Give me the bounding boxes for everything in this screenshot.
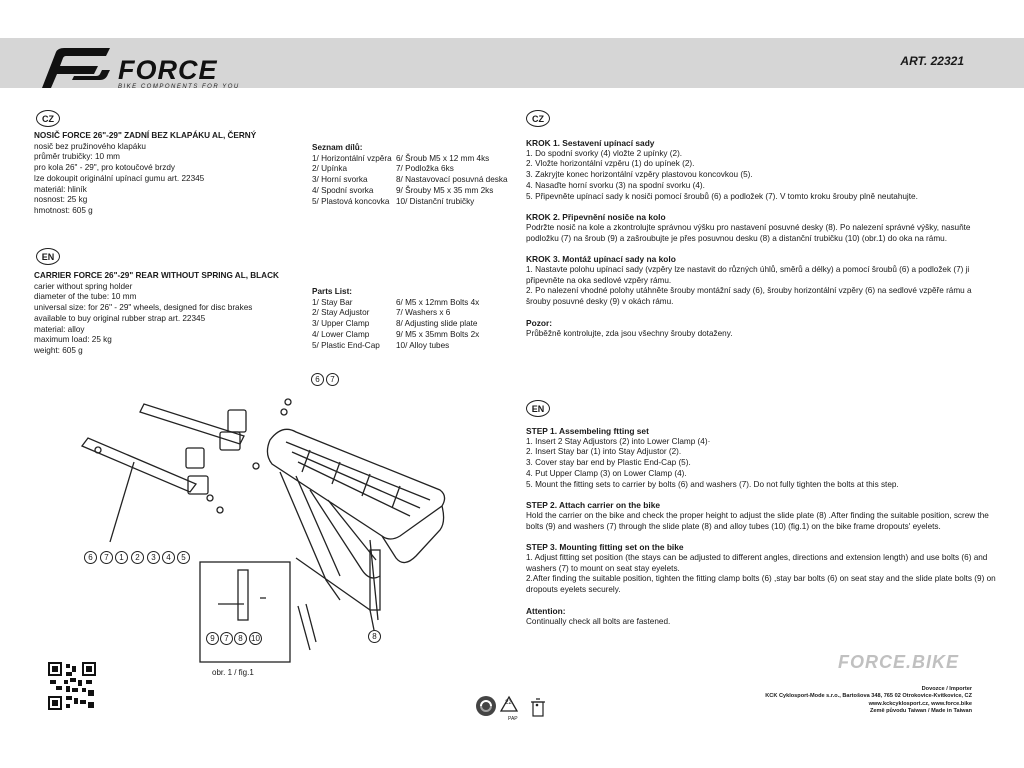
cz-part: 1/ Horizontální vzpěra xyxy=(312,153,392,163)
recycle-code: 22 xyxy=(505,700,512,706)
cz-part: 9/ Šrouby M5 x 35 mm 2ks xyxy=(396,185,494,195)
cz-parts-list-2 xyxy=(396,154,508,208)
cz-part: 7/ Podložka 6ks xyxy=(396,164,454,174)
callout-9-inset: 9 xyxy=(206,632,219,645)
callout-7-inset: 7 xyxy=(220,632,233,645)
en-attention-text: Continually check all bolts are fastened. xyxy=(526,616,671,626)
cz-step3-title: KROK 3. Montáž upínací sady na kolo xyxy=(526,254,676,265)
callout-8-inset: 8 xyxy=(234,632,247,645)
callout-6-top: 6 xyxy=(311,373,324,386)
rack-rail xyxy=(292,452,420,508)
en-parts-list xyxy=(312,287,380,351)
cz-part: 5/ Plastová koncovka xyxy=(312,196,390,206)
cz-parts-list xyxy=(312,143,392,207)
cz-part: 2/ Upínka xyxy=(312,164,348,174)
callout-7-top: 7 xyxy=(326,373,339,386)
cz-line: lze dokoupit originální upínací gumu art. 22345 xyxy=(34,173,205,183)
en-parts-list-2 xyxy=(396,298,479,352)
importer-line: www.kckcyklosport.cz, www.force.bike xyxy=(868,700,972,707)
slide-plate-left xyxy=(298,604,316,650)
en-line: weight: 605 g xyxy=(34,345,83,355)
stay-bar-lower xyxy=(82,438,196,492)
en-line: carier without spring holder xyxy=(34,281,133,291)
cz-step1-line: 1. Do spodní svorky (4) vložte 2 upínky (2). xyxy=(526,148,683,158)
cz-step3-line: 2. Po nalezení vhodné polohy utáhněte šrouby montážní sady (6), šrouby horizontální vzpěry (6) na sedlové vzpěře rámu a šrouby posuvné desky (9) v okách rámu. xyxy=(526,286,972,307)
en-step2-text: Hold the carrier on the bike and check the proper height to adjust the slide plate (8) .After finding the suitable position, screw the bolts (9) and washers (7) through the slide plate (8) and alloy tubes (10) (fig.1) on the bike frame dropouts' eyelets. xyxy=(526,510,989,531)
cz-part: 3/ Horní svorka xyxy=(312,175,368,185)
rack-leg-lower xyxy=(296,558,374,630)
end-cap xyxy=(207,495,213,501)
cz-badge: CZ xyxy=(36,110,60,127)
cz-parts-title: Seznam dílů: xyxy=(312,143,363,152)
cz-part: 4/ Spodní svorka xyxy=(312,185,374,195)
cz-step2-title: KROK 2. Připevnění nosiče na kolo xyxy=(526,212,666,223)
cz-step1-line: 5. Připevněte upínací sady k nosiči pomocí šroubů (6) a podložek (7). V tomto kroku šrouby plně neutahujte. xyxy=(526,191,918,201)
inset-bolt xyxy=(218,598,266,604)
en-line: diameter of the tube: 10 mm xyxy=(34,292,137,302)
callout-4: 4 xyxy=(162,551,175,564)
detail-inset-box xyxy=(200,562,290,662)
slide-plate-line xyxy=(370,540,378,620)
cz-title: NOSIČ FORCE 26"-29" ZADNÍ BEZ KLAPÁKU AL, ČERNÝ xyxy=(34,131,257,140)
en-step1-line: 3. Cover stay bar end by Plastic End-Cap (5). xyxy=(526,458,691,468)
end-cap xyxy=(253,463,259,469)
en-part: 4/ Lower Clamp xyxy=(312,329,370,339)
cz-attention-title: Pozor: xyxy=(526,317,553,328)
inset-slide-plate xyxy=(238,570,248,620)
force-bike-watermark: FORCE.BIKE xyxy=(838,652,960,672)
en-part: 2/ Stay Adjustor xyxy=(312,308,370,318)
cz-step1-line: 2. Vložte horizontální vzpěru (1) do upínek (2). xyxy=(526,159,695,169)
en-part: 3/ Upper Clamp xyxy=(312,319,370,329)
en-part: 7/ Washers x 6 xyxy=(396,308,451,318)
bolt xyxy=(217,507,223,513)
cz-instructions xyxy=(526,138,996,339)
en-step1-line: 1. Insert 2 Stay Adjustors (2) into Lower Clamp (4)· xyxy=(526,436,711,446)
bolt xyxy=(95,447,101,453)
cz-step1-title: KROK 1. Sestavení upínací sady xyxy=(526,138,655,148)
en-step2-title: STEP 2. Attach carrier on the bike xyxy=(526,500,661,511)
brand-tagline: BIKE COMPONENTS FOR YOU xyxy=(118,84,240,90)
en-part: 10/ Alloy tubes xyxy=(396,340,450,350)
cz-product-block xyxy=(34,131,256,217)
rack-rail xyxy=(298,462,410,516)
cz-step1-line: 4. Nasaďte horní svorku (3) na spodní svorku (4). xyxy=(526,180,705,190)
en-part: 8/ Adjusting slide plate xyxy=(396,319,478,329)
green-dot-icon xyxy=(476,696,496,716)
en-instructions xyxy=(526,426,996,627)
en-parts-title: Parts List: xyxy=(312,287,353,296)
callout-8-right: 8 xyxy=(368,630,381,643)
cz-step1-line: 3. Zakryjte konec horizontální vzpěry plastovou koncovkou (5). xyxy=(526,170,753,180)
en-part: 6/ M5 x 12mm Bolts 4x xyxy=(396,297,480,307)
en-badge-right: EN xyxy=(526,400,550,417)
en-line: maximum load: 25 kg xyxy=(34,335,112,345)
bin-icon xyxy=(531,699,545,716)
en-part: 1/ Stay Bar xyxy=(312,297,353,307)
importer-line: KCK Cyklosport-Mode s.r.o., Bartošova 348, 765 02 Otrokovice-Kvítkovice, CZ xyxy=(765,693,972,700)
en-product-block xyxy=(34,271,279,357)
cz-line: průměr trubičky: 10 mm xyxy=(34,152,120,162)
callout-7: 7 xyxy=(100,551,113,564)
en-line: material: alloy xyxy=(34,324,85,334)
force-logo-icon xyxy=(38,44,114,92)
article-number: ART. 22321 xyxy=(900,54,964,68)
rack-legs xyxy=(280,472,380,600)
figure-caption: obr. 1 / fig.1 xyxy=(212,668,254,677)
en-step1-title: STEP 1. Assembeling ftting set xyxy=(526,426,649,436)
en-title: CARRIER FORCE 26"-29" REAR WITHOUT SPRING AL, BLACK xyxy=(34,271,279,280)
leader-line xyxy=(110,462,134,542)
cz-line: hmotnost: 605 g xyxy=(34,205,93,215)
cz-line: materiál: hliník xyxy=(34,184,87,194)
cz-line: nosič bez pružinového klapáku xyxy=(34,141,146,151)
callout-1: 1 xyxy=(115,551,128,564)
en-step1-line: 4. Put Upper Clamp (3) on Lower Clamp (4). xyxy=(526,468,687,478)
en-attention-title: Attention: xyxy=(526,605,566,616)
en-step3-line: 1. Adjust fitting set position (the stays can be adjusted to different angles, directions and extension length) and use bolts (6) and washers (7) to mount on seat stay eyelets. xyxy=(526,553,988,573)
cz-step3-line: 1. Nastavte polohu upínací sady (vzpěry lze nastavit do různých úhlů, směrů a délky) a pomocí šroubů (6) a podložek (7) ji připevněte na oka sedlové vzpěry rámu. xyxy=(526,265,970,285)
cz-step2-text: Podržte nosič na kole a zkontrolujte správnou výšku pro nastavení posuvné desky (8). Po nalezení správné výšky, nasuňte podložku (7) na šroub (9) a zašroubujte je přes posuvnou desku (8) a distanční trubičku (10) (obr.1) do oka na rámu. xyxy=(526,222,971,243)
upper-clamp-top xyxy=(228,410,246,432)
callout-10-inset: 10 xyxy=(249,632,262,645)
cz-line: pro kola 26" - 29", pro kotoučové brzdy xyxy=(34,163,175,173)
callout-5: 5 xyxy=(177,551,190,564)
importer-line: Země původu Taiwan / Made in Taiwan xyxy=(869,708,972,715)
en-step1-line: 5. Mount the fitting sets to carrier by bolts (6) and washers (7). Do not fully tighten the bolts at this step. xyxy=(526,479,899,489)
cz-line: nosnost: 25 kg xyxy=(34,195,88,205)
en-part: 9/ M5 x 35mm Bolts 2x xyxy=(396,329,480,339)
importer-line: Dovozce / Importer xyxy=(921,686,972,692)
callout-3: 3 xyxy=(147,551,160,564)
en-badge: EN xyxy=(36,248,60,265)
recycle-label: PAP xyxy=(508,716,518,722)
importer-info xyxy=(765,686,972,716)
upper-clamp-left xyxy=(186,448,204,468)
qr-code-icon xyxy=(48,662,96,710)
callout-2: 2 xyxy=(131,551,144,564)
assembly-diagram xyxy=(70,380,470,680)
en-line: universal size: for 26" - 29" wheels, designed for disc brakes xyxy=(34,303,253,313)
brand-name: FORCE xyxy=(118,55,218,85)
en-step3-title: STEP 3. Mounting fitting set on the bike xyxy=(526,542,684,553)
cz-badge-right: CZ xyxy=(526,110,550,127)
rack-rear-frame xyxy=(382,506,444,563)
callout-6: 6 xyxy=(84,551,97,564)
en-step3-line: 2.After finding the suitable position, tighten the fitting clamp bolts (6) ,stay bar bolts (6) on seat stay and the slide plate bolts (9) on dropouts eyelets securely. xyxy=(526,574,996,595)
washer xyxy=(281,409,287,415)
cz-part: 10/ Distanční trubičky xyxy=(396,196,475,206)
en-step1-line: 2. Insert Stay bar (1) into Stay Adjustor (2). xyxy=(526,447,682,457)
cz-part: 6/ Šroub M5 x 12 mm 4ks xyxy=(396,153,490,163)
cz-attention-text: Průběžně kontrolujte, zda jsou všechny šrouby dotaženy. xyxy=(526,328,733,338)
en-line: available to buy original rubber strap art. 22345 xyxy=(34,313,206,323)
cz-part: 8/ Nastavovací posuvná deska xyxy=(396,175,508,185)
bolt xyxy=(285,399,291,405)
en-part: 5/ Plastic End-Cap xyxy=(312,340,380,350)
